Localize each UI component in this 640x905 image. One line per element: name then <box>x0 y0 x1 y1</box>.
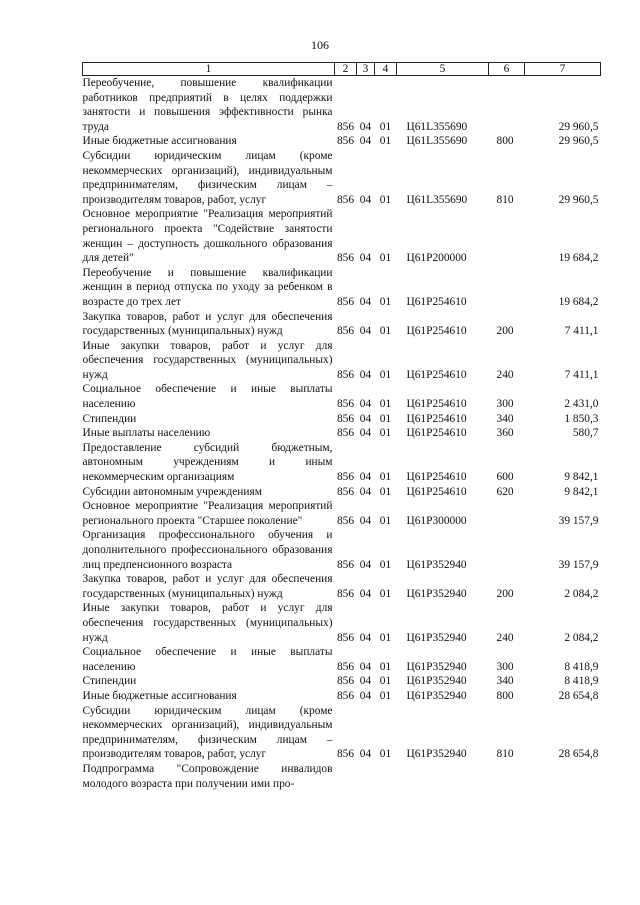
table-row <box>83 134 601 149</box>
item-name: Иные закупки товаров, работ и услуг для обеспечения государственных (муниципальных) нужд <box>82 339 333 381</box>
item-name: Субсидии юридическим лицам (кроме некоммерческих организаций), индивидуальным предпринимателям, физическим лицам – производителям товаров, работ, услуг <box>82 149 333 206</box>
amount: 7 411,1 <box>564 368 599 381</box>
code-gr: 856 <box>336 193 355 206</box>
code-rz: 04 <box>359 587 372 600</box>
code-cs: Ц61Р254610 <box>406 295 467 308</box>
amount: 19 684,2 <box>558 252 599 265</box>
item-name: Иные бюджетные ассигнования <box>82 689 237 702</box>
code-rz: 04 <box>359 631 372 644</box>
table-row <box>83 149 601 207</box>
code-rz: 04 <box>359 325 372 338</box>
amount: 28 654,8 <box>558 689 599 702</box>
code-gr: 856 <box>336 631 355 644</box>
amount: 39 157,9 <box>558 514 599 527</box>
code-rz <box>357 762 375 791</box>
code-cs: Ц61Р254610 <box>406 471 467 484</box>
amount: 2 431,0 <box>564 398 599 411</box>
table-row <box>83 645 601 674</box>
budget-table <box>82 62 601 791</box>
table-row <box>83 441 601 485</box>
code-cs: Ц61Р352940 <box>406 748 467 761</box>
code-pr: 01 <box>379 193 392 206</box>
code-pr: 01 <box>379 689 392 702</box>
item-name: Иные бюджетные ассигнования <box>82 135 237 148</box>
code-pr: 01 <box>379 398 392 411</box>
code-vr: 300 <box>496 660 514 673</box>
code-vr <box>489 76 525 135</box>
code-cs: Ц61Р254610 <box>406 485 467 498</box>
code-pr: 01 <box>379 587 392 600</box>
header-cell: 4 <box>375 63 397 76</box>
code-rz: 04 <box>359 485 372 498</box>
code-vr: 600 <box>496 471 514 484</box>
code-vr: 340 <box>496 412 514 425</box>
amount: 8 418,9 <box>564 675 599 688</box>
amount: 1 850,3 <box>564 412 599 425</box>
amount: 2 084,2 <box>564 631 599 644</box>
code-cs: Ц61Р352940 <box>406 631 467 644</box>
table-row <box>83 528 601 572</box>
code-vr: 810 <box>496 748 514 761</box>
code-vr: 240 <box>496 368 514 381</box>
code-pr: 01 <box>379 558 392 571</box>
amount: 19 684,2 <box>558 295 599 308</box>
code-rz: 04 <box>359 471 372 484</box>
code-rz: 04 <box>359 252 372 265</box>
code-rz: 04 <box>359 427 372 440</box>
amount: 29 960,5 <box>558 193 599 206</box>
code-gr: 856 <box>336 120 355 133</box>
code-gr: 856 <box>336 485 355 498</box>
code-cs: Ц61Р352940 <box>406 689 467 702</box>
code-rz: 04 <box>359 193 372 206</box>
table-row <box>83 426 601 441</box>
code-cs: Ц61L355690 <box>406 135 468 148</box>
code-rz: 04 <box>359 120 372 133</box>
header-cell: 6 <box>489 63 525 76</box>
amount: 580,7 <box>572 427 599 440</box>
code-vr: 800 <box>496 135 514 148</box>
code-vr: 800 <box>496 689 514 702</box>
code-gr: 856 <box>336 748 355 761</box>
code-pr: 01 <box>379 660 392 673</box>
code-gr: 856 <box>336 398 355 411</box>
code-rz: 04 <box>359 398 372 411</box>
item-name: Основное мероприятие "Реализация мероприятий регионального проекта "Содействие занятости женщин – доступность дошкольного образования для детей" <box>82 208 333 265</box>
code-cs <box>397 762 489 791</box>
code-cs: Ц61Р352940 <box>406 558 467 571</box>
table-row <box>83 310 601 339</box>
amount: 9 842,1 <box>564 471 599 484</box>
header-cell: 2 <box>335 63 357 76</box>
code-gr: 856 <box>336 325 355 338</box>
code-cs: Ц61Р352940 <box>406 675 467 688</box>
code-cs: Ц61Р200000 <box>406 252 467 265</box>
item-name: Закупка товаров, работ и услуг для обеспечения государственных (муниципальных) нужд <box>82 310 333 338</box>
code-gr: 856 <box>336 558 355 571</box>
table-row <box>83 704 601 762</box>
code-cs: Ц61L355690 <box>406 193 468 206</box>
code-cs: Ц61Р254610 <box>406 325 467 338</box>
code-vr: 200 <box>496 587 514 600</box>
item-name: Основное мероприятие "Реализация мероприятий регионального проекта "Старшее поколение" <box>82 500 333 527</box>
code-vr: 200 <box>496 325 514 338</box>
item-name: Стипендии <box>82 412 137 425</box>
table-row <box>83 601 601 645</box>
table-row <box>83 499 601 528</box>
table-row <box>83 382 601 411</box>
code-gr: 856 <box>336 427 355 440</box>
code-gr: 856 <box>336 252 355 265</box>
code-pr: 01 <box>379 412 392 425</box>
code-cs: Ц61Р254610 <box>406 398 467 411</box>
page-number: 106 <box>311 38 329 52</box>
code-cs: Ц61Р352940 <box>406 660 467 673</box>
code-rz: 04 <box>359 689 372 702</box>
item-name: Субсидии автономным учреждениям <box>82 485 262 498</box>
table-row <box>83 339 601 383</box>
code-cs: Ц61Р254610 <box>406 368 467 381</box>
amount <box>525 762 601 791</box>
code-pr: 01 <box>379 135 392 148</box>
header-cell: 5 <box>397 63 489 76</box>
code-vr <box>489 762 525 791</box>
amount: 9 842,1 <box>564 485 599 498</box>
table-row <box>83 762 601 791</box>
item-name: Закупка товаров, работ и услуг для обеспечения государственных (муниципальных) нужд <box>82 573 333 600</box>
code-vr: 620 <box>496 485 514 498</box>
code-gr <box>335 762 357 791</box>
code-pr: 01 <box>379 120 392 133</box>
code-cs: Ц61L355690 <box>406 120 468 133</box>
code-pr: 01 <box>379 631 392 644</box>
item-name: Предоставление субсидий бюджетным, автономным учреждениям и иным некоммерческим организациям <box>82 441 333 484</box>
table-row <box>83 266 601 310</box>
code-vr <box>489 499 525 528</box>
code-pr: 01 <box>379 325 392 338</box>
table-header-row <box>83 63 601 76</box>
header-cell: 3 <box>357 63 375 76</box>
item-name: Организация профессионального обучения и дополнительного профессионального образования лиц предпенсионного возраста <box>82 529 333 571</box>
item-name: Иные закупки товаров, работ и услуг для обеспечения государственных (муниципальных) нужд <box>82 602 333 644</box>
code-gr: 856 <box>336 135 355 148</box>
table-row <box>83 674 601 689</box>
code-vr: 300 <box>496 398 514 411</box>
code-gr: 856 <box>336 368 355 381</box>
item-name: Переобучение, повышение квалификации работников предприятий в целях поддержки занятости и повышения эффективности рынка труда <box>82 77 333 133</box>
code-gr: 856 <box>336 587 355 600</box>
code-rz: 04 <box>359 748 372 761</box>
table-row <box>83 572 601 601</box>
code-rz: 04 <box>359 368 372 381</box>
item-name: Иные выплаты населению <box>82 427 211 440</box>
table-row <box>83 485 601 500</box>
code-pr: 01 <box>379 427 392 440</box>
code-gr: 856 <box>336 295 355 308</box>
code-gr: 856 <box>336 675 355 688</box>
amount: 7 411,1 <box>564 325 599 338</box>
code-pr: 01 <box>379 368 392 381</box>
code-vr <box>489 207 525 265</box>
header-cell: 1 <box>83 63 335 76</box>
code-pr <box>375 762 397 791</box>
code-cs: Ц61Р300000 <box>406 514 467 527</box>
code-vr: 810 <box>496 193 514 206</box>
amount: 29 960,5 <box>558 135 599 148</box>
item-name: Переобучение и повышение квалификации женщин в период отпуска по уходу за ребенком в возрасте до трех лет <box>82 266 333 308</box>
item-name: Социальное обеспечение и иные выплаты населению <box>82 383 333 411</box>
code-rz: 04 <box>359 558 372 571</box>
code-pr: 01 <box>379 252 392 265</box>
code-rz: 04 <box>359 412 372 425</box>
amount: 39 157,9 <box>558 558 599 571</box>
table-row <box>83 689 601 704</box>
code-pr: 01 <box>379 471 392 484</box>
amount: 28 654,8 <box>558 748 599 761</box>
code-cs: Ц61Р254610 <box>406 412 467 425</box>
code-gr: 856 <box>336 689 355 702</box>
code-cs: Ц61Р352940 <box>406 587 467 600</box>
code-gr: 856 <box>336 412 355 425</box>
code-gr: 856 <box>336 471 355 484</box>
code-rz: 04 <box>359 675 372 688</box>
code-rz: 04 <box>359 135 372 148</box>
table-row <box>83 76 601 135</box>
code-vr: 340 <box>496 675 514 688</box>
table-row <box>83 207 601 265</box>
item-name: Субсидии юридическим лицам (кроме некоммерческих организаций), индивидуальным предпринимателям, физическим лицам – производителям товаров, работ, услуг <box>82 704 333 761</box>
code-pr: 01 <box>379 295 392 308</box>
code-vr: 240 <box>496 631 514 644</box>
code-pr: 01 <box>379 514 392 527</box>
header-cell: 7 <box>525 63 601 76</box>
code-vr <box>489 266 525 310</box>
table-row <box>83 412 601 427</box>
code-rz: 04 <box>359 514 372 527</box>
code-gr: 856 <box>336 660 355 673</box>
code-vr <box>489 528 525 572</box>
item-name: Стипендии <box>82 675 137 688</box>
code-rz: 04 <box>359 660 372 673</box>
item-name: Социальное обеспечение и иные выплаты населению <box>82 646 333 673</box>
amount: 2 084,2 <box>564 587 599 600</box>
code-vr: 360 <box>496 427 514 440</box>
amount: 8 418,9 <box>564 660 599 673</box>
code-gr: 856 <box>336 514 355 527</box>
code-cs: Ц61Р254610 <box>406 427 467 440</box>
amount: 29 960,5 <box>558 120 599 133</box>
code-pr: 01 <box>379 485 392 498</box>
code-pr: 01 <box>379 675 392 688</box>
code-pr: 01 <box>379 748 392 761</box>
code-rz: 04 <box>359 295 372 308</box>
item-name: Подпрограмма "Сопровождение инвалидов молодого возраста при получении ими про- <box>82 762 333 790</box>
